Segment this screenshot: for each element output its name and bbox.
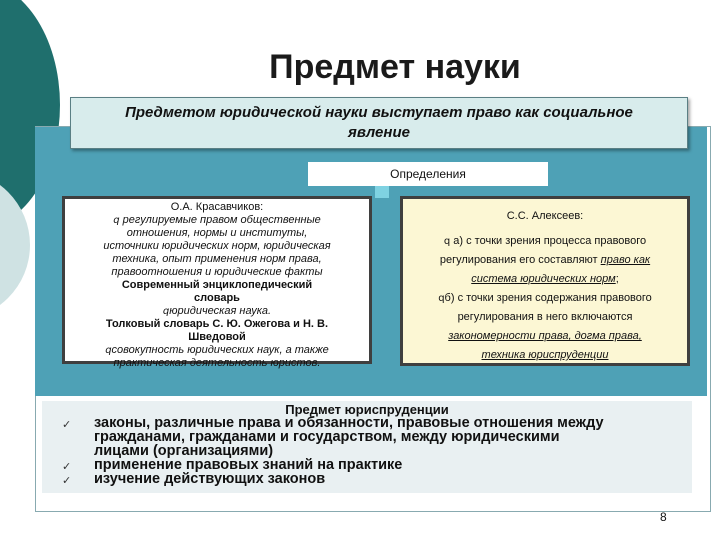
alekseev-a-end: ; [615,273,619,285]
list-item-line: изучение действующих законов [94,471,326,487]
definitions-label: Определения [308,162,548,186]
krasavchikov-def-line-2: отношения, нормы и институты, [126,227,308,239]
bullet-icon: q [162,306,170,317]
krasavchikov-def-line-5: правоотношения и юридические факты [111,266,323,278]
alekseev-a-line-3 [409,270,681,289]
def-text: регулируемые правом общественные [122,214,321,226]
ozhegov-def-line-1 [71,344,363,357]
jurisprudence-title: Предмет юриспруденции [285,402,449,417]
ozhegov-title-line-1: Толковый словарь С. Ю. Ожегова и Н. В. [105,318,329,330]
subject-line-1 [71,103,687,123]
alekseev-b-line-3: закономерности права, догма права, [448,330,642,342]
bullet-icon: q [113,215,120,226]
alekseev-definition-box [400,196,690,366]
page-number: 8 [660,510,667,524]
subject-text-a: Предметом юридической науки выступает [125,104,467,121]
encyclopedia-title-line-2: словарь [194,292,240,304]
krasavchikov-def-line-4: техника, опыт применения норм права, [112,253,322,265]
bullet-icon: q [438,293,445,304]
check-icon: ✓ [62,474,72,487]
alekseev-a-text: а) с точки зрения процесса правового [453,235,647,247]
check-icon: ✓ [62,460,72,473]
subject-definition-box [70,97,688,149]
list-item [62,416,692,458]
list-item-line: применение правовых знаний на практике [94,457,403,473]
list-item-line: лицами (организациями) [94,443,274,459]
krasavchikov-def-line-3: источники юридических норм, юридическая [103,240,331,252]
ozhegov-def-text: совокупность юридических наук, а также [111,344,329,356]
encyclopedia-title-line-1: Современный энциклопедический [121,279,313,291]
alekseev-b-line-4: техника юриспруденции [481,349,609,361]
alekseev-b-line-2: регулирования в него включаются [457,311,633,323]
alekseev-b-text: б) с точки зрения содержания правового [444,292,652,304]
list-item [62,458,692,472]
alekseev-a-underlined: право как [600,254,651,266]
list-item-line: законы, различные права и обязанности, правовые отношения между [94,415,604,431]
encyclopedia-definition [71,305,363,318]
krasavchikov-definition-box [62,196,372,369]
slide-title: Предмет науки [269,48,521,86]
connector-marker [375,186,389,198]
subject-line-2: явление [348,124,410,141]
alekseev-a-line-2 [409,251,681,270]
krasavchikov-author: О.А. Красавчиков: [170,201,264,213]
list-item [62,472,692,486]
alekseev-b-line-1 [409,289,681,308]
alekseev-a-line-1 [409,232,681,251]
subject-text-b: право как социальное [466,104,633,121]
krasavchikov-def-line-1 [71,214,363,227]
encyclopedia-def-text: юридическая наука. [169,305,272,317]
check-icon: ✓ [62,418,72,431]
ozhegov-def-line-2: практическая деятельность юристов. [113,357,321,369]
bullet-icon: q [443,236,451,247]
alekseev-a-underlined-2: система юридических норм [471,273,616,285]
alekseev-a-plain: регулирования его составляют [439,254,601,266]
list-item-line: гражданами, гражданами и государством, между юридическими [94,429,560,445]
jurisprudence-list [62,416,692,486]
ozhegov-title-line-2: Шведовой [188,331,246,343]
bullet-icon: q [105,345,112,356]
alekseev-author: С.С. Алексеев: [506,210,584,222]
